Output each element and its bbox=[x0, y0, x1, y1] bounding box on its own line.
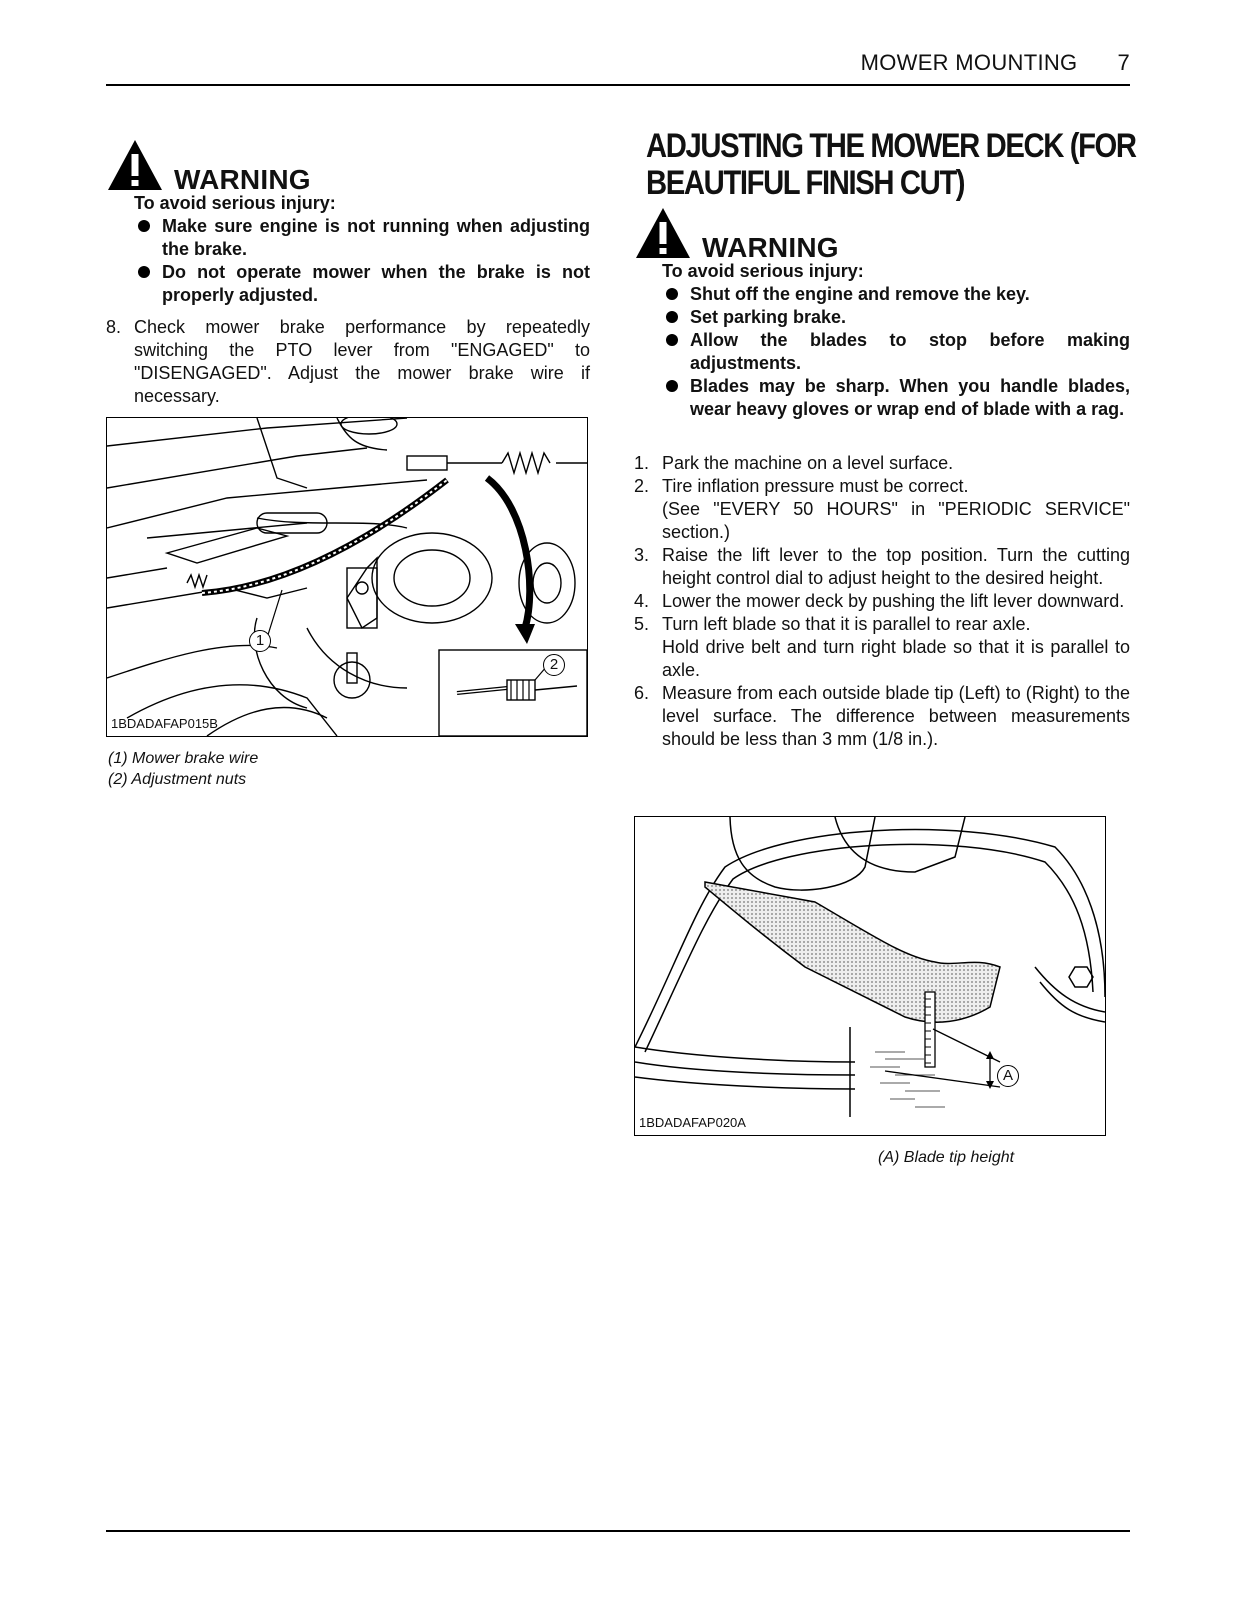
step-item bbox=[106, 316, 590, 408]
warning-title: WARNING bbox=[174, 164, 311, 195]
blade-height-illustration bbox=[635, 817, 1105, 1135]
step-item: 1. Park the machine on a level surface. bbox=[634, 453, 954, 473]
warning-triangle-icon bbox=[106, 138, 164, 192]
warning-list bbox=[662, 283, 1130, 421]
warning-block-deck bbox=[634, 204, 1130, 421]
section-title: ADJUSTING THE MOWER DECK (FOR BEAUTIFUL FINISH CUT) bbox=[646, 127, 1136, 202]
figure-code: 1BDADAFAP020A bbox=[639, 1115, 746, 1130]
left-captions bbox=[108, 748, 258, 790]
header-section-title: MOWER MOUNTING bbox=[860, 50, 1078, 75]
step-item: 3. Raise the lift lever to the top position. Turn the cutting height control dial to adjust height to the desired height. bbox=[634, 545, 1130, 588]
bullet-icon bbox=[666, 380, 678, 392]
page-number: 7 bbox=[1117, 50, 1130, 75]
right-step-list bbox=[634, 452, 1130, 751]
bullet-icon bbox=[138, 266, 150, 278]
bullet-icon bbox=[666, 311, 678, 323]
warning-block-brake bbox=[106, 136, 590, 307]
figure-code: 1BDADAFAP015B bbox=[111, 716, 218, 731]
step-text: Check mower brake performance by repeatedly switching the PTO lever from "ENGAGED" to "DISENGAGED". Adjust the mower brake wire if necessary. bbox=[134, 317, 590, 406]
left-step-list bbox=[106, 316, 590, 408]
right-caption: (A) Blade tip height bbox=[878, 1149, 1015, 1166]
warning-item: Do not operate mower when the brake is not properly adjusted. bbox=[134, 261, 590, 307]
warning-intro: To avoid serious injury: bbox=[662, 261, 864, 281]
warning-item: Blades may be sharp. When you handle blades, wear heavy gloves or wrap end of blade with a rag. bbox=[662, 375, 1130, 421]
bullet-icon bbox=[666, 334, 678, 346]
header-rule bbox=[106, 84, 1130, 86]
caption-line: (2) Adjustment nuts bbox=[108, 771, 247, 788]
warning-list bbox=[134, 215, 590, 307]
step-item: 6. Measure from each outside blade tip (Left) to (Right) to the level surface. The difference between measurements should be less than 3 mm (1/8 in.). bbox=[634, 683, 1130, 749]
warning-triangle-icon bbox=[634, 206, 692, 260]
callout-2: 2 bbox=[543, 654, 565, 676]
warning-item: Allow the blades to stop before making adjustments. bbox=[662, 329, 1130, 375]
figure-blade-tip-height bbox=[634, 816, 1106, 1136]
step-item: 4. Lower the mower deck by pushing the lift lever downward. bbox=[634, 591, 1125, 611]
brake-wire-illustration bbox=[107, 418, 587, 736]
warning-intro: To avoid serious injury: bbox=[134, 193, 336, 213]
step-number: 8. bbox=[106, 317, 122, 337]
figure-mower-brake-wire bbox=[106, 417, 588, 737]
step-item: 2. Tire inflation pressure must be correct. (See "EVERY 50 HOURS" in "PERIODIC SERVICE" section.) bbox=[634, 476, 1130, 542]
warning-title: WARNING bbox=[702, 232, 839, 263]
warning-item: Set parking brake. bbox=[662, 306, 1130, 329]
warning-item: Shut off the engine and remove the key. bbox=[662, 283, 1130, 306]
footer-rule bbox=[106, 1530, 1130, 1532]
bullet-icon bbox=[138, 220, 150, 232]
running-header bbox=[861, 50, 1130, 76]
callout-1: 1 bbox=[249, 630, 271, 652]
warning-item: Make sure engine is not running when adjusting the brake. bbox=[134, 215, 590, 261]
caption-line: (1) Mower brake wire bbox=[108, 750, 259, 767]
step-item: 5. Turn left blade so that it is parallel to rear axle. Hold drive belt and turn right blade so that it is parallel to axle. bbox=[634, 614, 1130, 680]
callout-a: A bbox=[997, 1065, 1019, 1087]
bullet-icon bbox=[666, 288, 678, 300]
